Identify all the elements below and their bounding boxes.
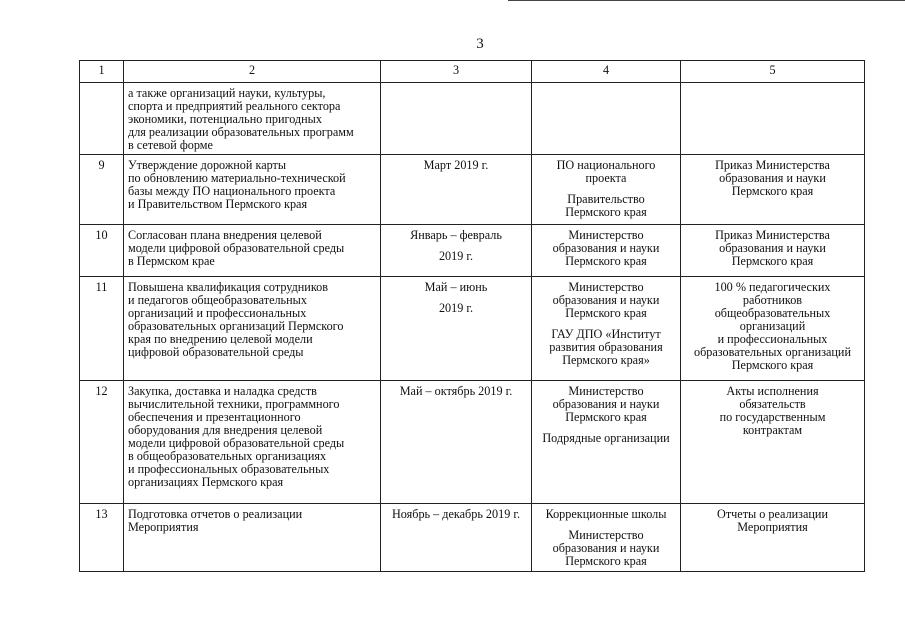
text-line: 2019 г. — [438, 249, 474, 263]
text-line: Пермского края» — [562, 353, 650, 367]
text-line: а также организаций науки, культуры, — [128, 86, 326, 100]
text-line: Утверждение дорожной карты — [128, 158, 287, 172]
event-cell — [124, 225, 381, 277]
text-line: модели цифровой образовательной среды — [128, 241, 345, 255]
header-cell: 5 — [681, 61, 865, 83]
text-line: базы между ПО национального проекта — [128, 184, 336, 198]
text-line: Министерство — [568, 280, 644, 294]
text-line: края по внедрению целевой модели — [128, 332, 313, 346]
event-cell — [124, 83, 381, 155]
text-line: образования и науки — [719, 171, 826, 185]
text-line: образовательных организаций — [694, 345, 851, 359]
text-line: ПО национального — [556, 158, 656, 172]
text-line: Министерство — [568, 528, 644, 542]
term-cell — [381, 155, 532, 225]
event-cell — [124, 155, 381, 225]
text-line: в Пермском крае — [128, 254, 215, 268]
plan-table — [79, 60, 865, 572]
num-cell: 12 — [80, 381, 124, 504]
executors-cell — [532, 83, 681, 155]
text-line: и педагогов общеобразовательных — [128, 293, 307, 307]
executors-cell — [532, 277, 681, 381]
text-line: организациях Пермского края — [128, 475, 284, 489]
executors-cell — [532, 225, 681, 277]
text-line: Повышена квалификация сотрудников — [128, 280, 328, 294]
table-header-row — [80, 61, 865, 83]
num-cell: 13 — [80, 504, 124, 572]
text-line: обязательств — [739, 397, 806, 411]
text-line: Акты исполнения — [726, 384, 819, 398]
num-cell: 9 — [80, 155, 124, 225]
text-line: Закупка, доставка и наладка средств — [128, 384, 317, 398]
text-line: Подготовка отчетов о реализации — [128, 507, 303, 521]
continuation-row — [80, 83, 865, 155]
text-line: для реализации образовательных программ — [128, 125, 354, 139]
text-line: организаций и профессиональных — [128, 306, 307, 320]
text-line: Пермского края — [565, 205, 647, 219]
text-line: вычислительной техники, программного — [128, 397, 340, 411]
result-cell — [681, 504, 865, 572]
num-cell — [80, 83, 124, 155]
table-row — [80, 155, 865, 225]
term-cell — [381, 381, 532, 504]
page-number: 3 — [476, 36, 484, 52]
executors-cell — [532, 381, 681, 504]
text-line: контрактам — [742, 423, 803, 437]
num-cell: 11 — [80, 277, 124, 381]
text-line: образовательных организаций Пермского — [128, 319, 344, 333]
event-cell — [124, 381, 381, 504]
header-cell: 4 — [532, 61, 681, 83]
executors-cell — [532, 504, 681, 572]
header-cell: 1 — [80, 61, 124, 83]
executors-cell — [532, 155, 681, 225]
text-line: Приказ Министерства — [715, 158, 830, 172]
text-line: проекта — [585, 171, 627, 185]
text-line: Ноябрь – декабрь 2019 г. — [391, 507, 521, 521]
term-cell — [381, 83, 532, 155]
event-cell — [124, 277, 381, 381]
text-line: 2019 г. — [438, 301, 474, 315]
text-line: образования и науки — [552, 541, 660, 555]
text-line: Мероприятия — [737, 520, 808, 534]
header-cell: 2 — [124, 61, 381, 83]
text-line: Пермского края — [731, 254, 814, 268]
text-line: 100 % педагогических — [714, 280, 831, 294]
table-row — [80, 381, 865, 504]
text-line: Отчеты о реализации — [717, 507, 828, 521]
text-line: спорта и предприятий реального сектора — [128, 99, 341, 113]
text-line: ГАУ ДПО «Институт — [551, 327, 661, 341]
text-line: по обновлению материально-технической — [128, 171, 346, 185]
text-line: развития образования — [549, 340, 663, 354]
text-line: организаций — [739, 319, 806, 333]
result-cell — [681, 381, 865, 504]
text-line: образования и науки — [719, 241, 826, 255]
result-cell — [681, 155, 865, 225]
text-line: Министерство — [568, 384, 644, 398]
text-line: образования и науки — [552, 293, 660, 307]
text-line: Май – октябрь 2019 г. — [399, 384, 513, 398]
text-line: Министерство — [568, 228, 644, 242]
text-line: общеобразовательных — [714, 306, 831, 320]
text-line: работников — [742, 293, 803, 307]
text-line: по государственным — [719, 410, 826, 424]
text-line: образования и науки — [552, 241, 660, 255]
text-line: в сетевой форме — [128, 138, 213, 152]
table-row — [80, 504, 865, 572]
result-cell — [681, 225, 865, 277]
text-line: Пермского края — [731, 358, 814, 372]
term-cell — [381, 504, 532, 572]
text-line: в общеобразовательных организациях — [128, 449, 327, 463]
result-cell — [681, 277, 865, 381]
text-line: Подрядные организации — [542, 431, 670, 445]
text-line: Пермского края — [565, 306, 647, 320]
term-cell — [381, 225, 532, 277]
text-line: Мероприятия — [128, 520, 199, 534]
result-cell — [681, 83, 865, 155]
text-line: Правительство — [567, 192, 645, 206]
term-cell — [381, 277, 532, 381]
top-edge-rule — [508, 0, 905, 1]
text-line: и Правительством Пермского края — [128, 197, 308, 211]
text-line: экономики, потенциально пригодных — [128, 112, 322, 126]
text-line: Пермского края — [565, 410, 647, 424]
text-line: цифровой образовательной среды — [128, 345, 304, 359]
text-line: Май – июнь — [424, 280, 488, 294]
text-line: оборудования для внедрения целевой — [128, 423, 323, 437]
text-line: модели цифровой образовательной среды — [128, 436, 345, 450]
text-line: и профессиональных — [717, 332, 828, 346]
text-line: Пермского края — [565, 554, 647, 568]
text-line: Март 2019 г. — [423, 158, 489, 172]
table-row — [80, 277, 865, 381]
text-line: Пермского края — [731, 184, 814, 198]
text-line: Согласован плана внедрения целевой — [128, 228, 322, 242]
num-cell: 10 — [80, 225, 124, 277]
event-cell — [124, 504, 381, 572]
text-line: и профессиональных образовательных — [128, 462, 330, 476]
text-line: Пермского края — [565, 254, 647, 268]
table-row — [80, 225, 865, 277]
text-line: Приказ Министерства — [715, 228, 830, 242]
header-cell: 3 — [381, 61, 532, 83]
text-line: Коррекционные школы — [545, 507, 667, 521]
text-line: образования и науки — [552, 397, 660, 411]
text-line: обеспечения и презентационного — [128, 410, 301, 424]
text-line: Январь – февраль — [410, 228, 502, 242]
